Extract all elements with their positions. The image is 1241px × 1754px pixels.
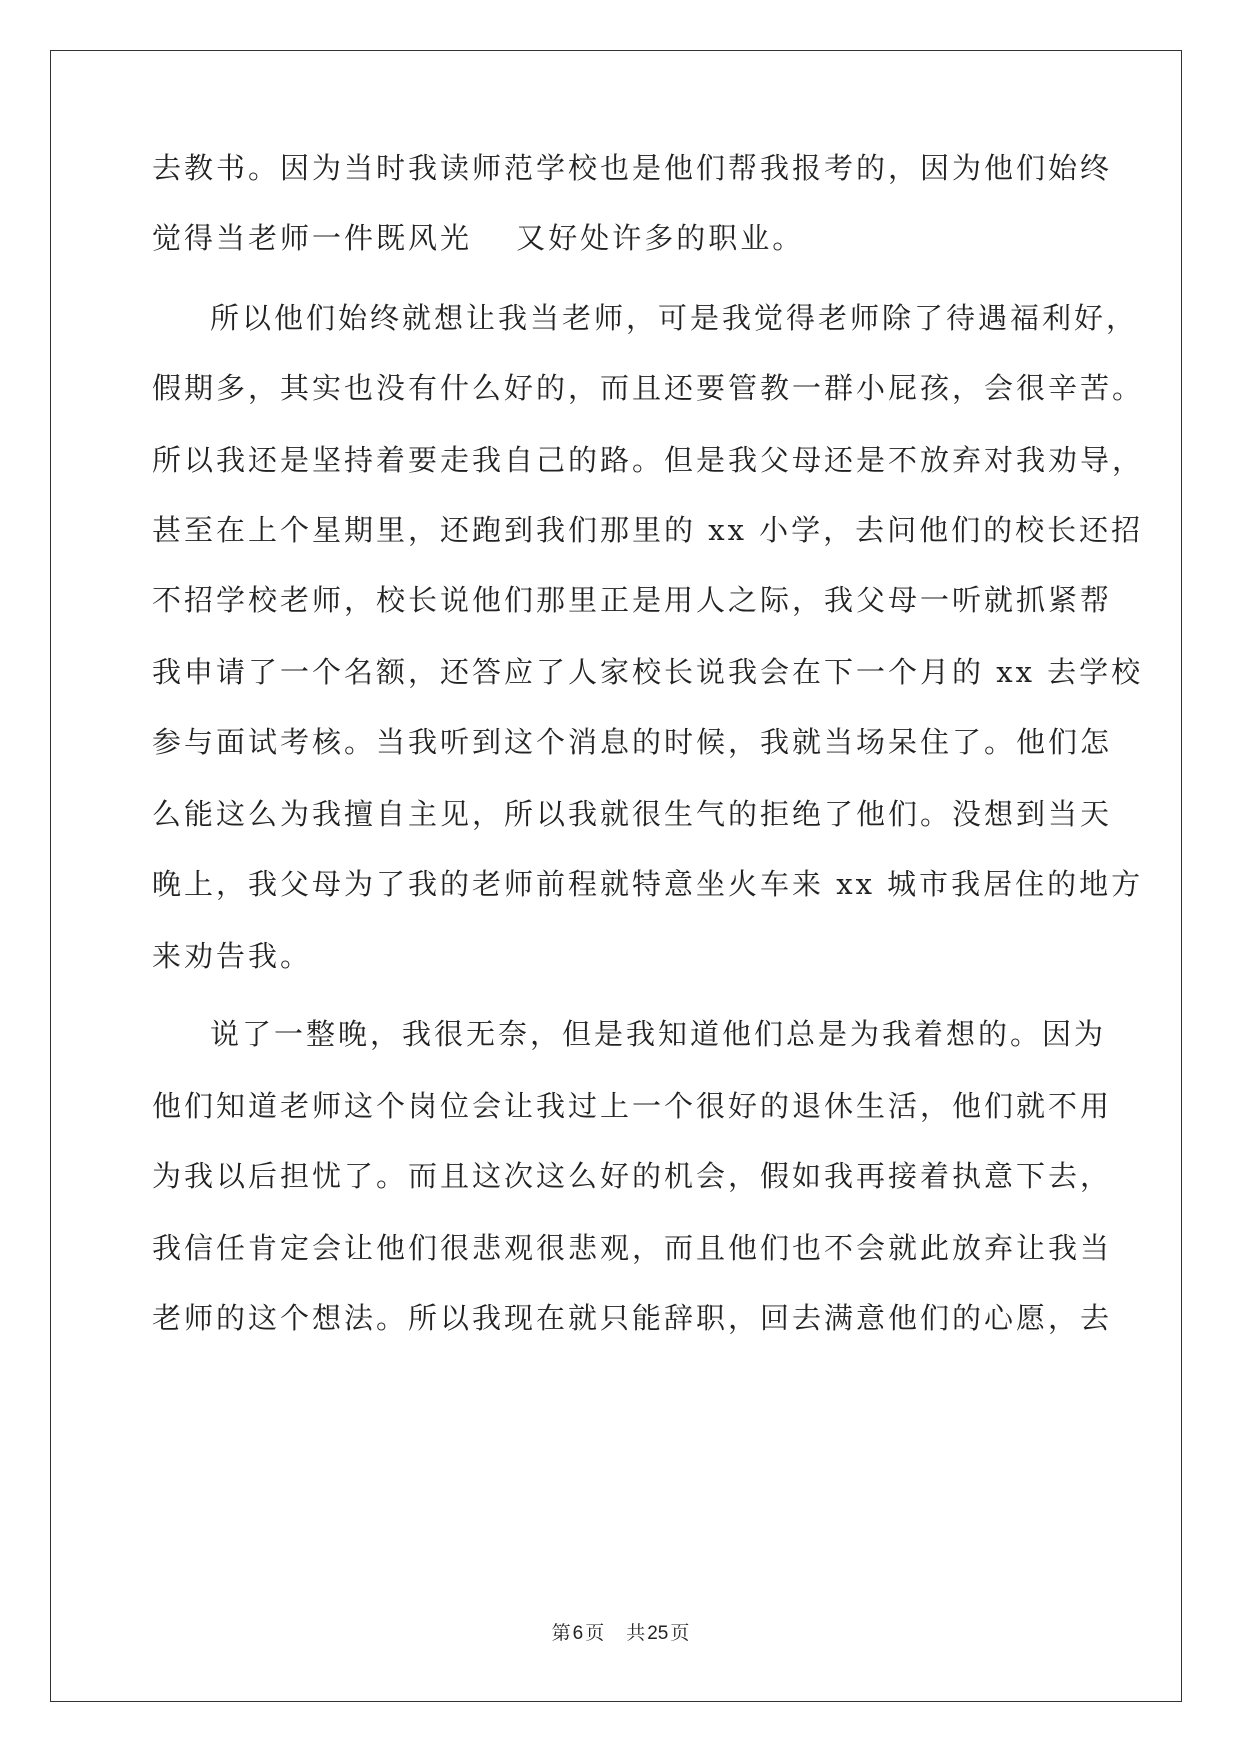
text-line: 老师的这个想法。所以我现在就只能辞职，回去满意他们的心愿，去: [152, 1301, 1113, 1335]
total-pages: 25: [647, 1623, 669, 1644]
total-suffix: 页: [670, 1622, 690, 1644]
page-prefix: 第: [551, 1622, 571, 1644]
page-number: 6: [572, 1623, 584, 1644]
text-line: 说了一整晚，我很无奈，但是我知道他们总是为我着想的。因为: [210, 1017, 1107, 1051]
text-line: 所以他们始终就想让我当老师，可是我觉得老师除了待遇福利好，: [210, 301, 1139, 335]
text-line: 假期多，其实也没有什么好的，而且还要管教一群小屁孩，会很辛苦。: [152, 371, 1145, 405]
text-line: 去教书。因为当时我读师范学校也是他们帮我报考的，因为他们始终: [152, 151, 1113, 185]
text-line: 觉得当老师一件既风光 又好处许多的职业。: [152, 221, 805, 255]
page-suffix: 页: [585, 1622, 605, 1644]
text-line: 为我以后担忧了。而且这次这么好的机会，假如我再接着执意下去，: [152, 1159, 1113, 1193]
text-line: 我信任肯定会让他们很悲观很悲观，而且他们也不会就此放弃让我当: [152, 1231, 1113, 1265]
text-line: 不招学校老师，校长说他们那里正是用人之际，我父母一听就抓紧帮: [152, 583, 1113, 617]
text-line: 我申请了一个名额，还答应了人家校长说我会在下一个月的 xx 去学校: [152, 655, 1144, 689]
text-line: 甚至在上个星期里，还跑到我们那里的 xx 小学，去问他们的校长还招: [152, 513, 1144, 547]
total-prefix: 共: [626, 1622, 646, 1644]
text-line: 所以我还是坚持着要走我自己的路。但是我父母还是不放弃对我劝导，: [152, 443, 1145, 477]
page-footer: [0, 1618, 1241, 1645]
text-line: 晚上，我父母为了我的老师前程就特意坐火车来 xx 城市我居住的地方: [152, 867, 1144, 901]
text-line: 来劝告我。: [152, 939, 313, 973]
text-line: 参与面试考核。当我听到这个消息的时候，我就当场呆住了。他们怎: [152, 725, 1113, 759]
text-line: 么能这么为我擅自主见，所以我就很生气的拒绝了他们。没想到当天: [152, 797, 1113, 831]
text-line: 他们知道老师这个岗位会让我过上一个很好的退休生活，他们就不用: [152, 1089, 1113, 1123]
